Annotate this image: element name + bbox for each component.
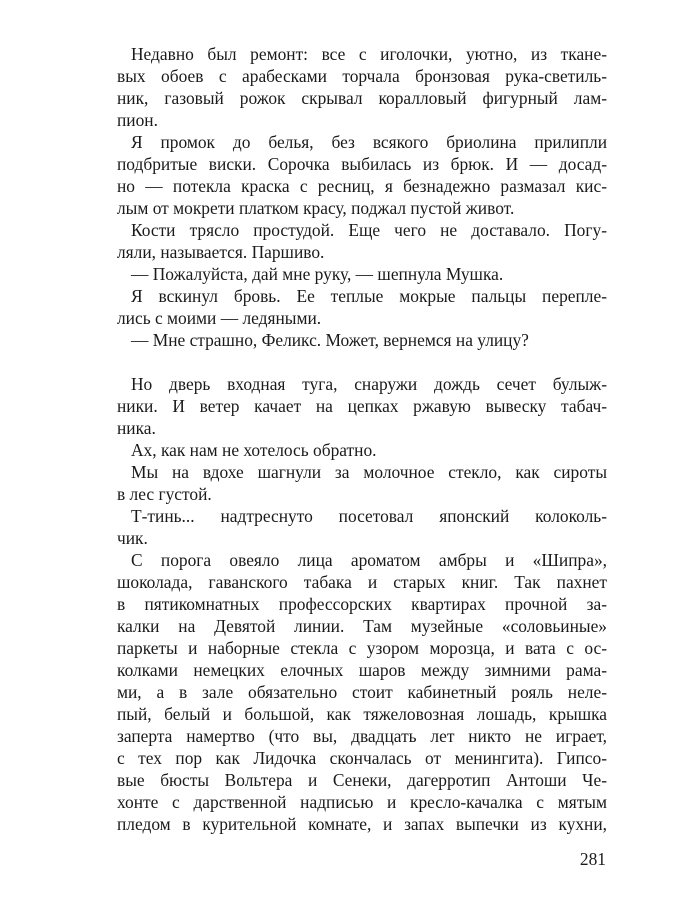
text-line: шоколада, гаванского табака и старых книг. Так пахнет xyxy=(117,572,607,592)
text-line: ляли, называется. Паршиво. xyxy=(117,242,325,262)
text-line: Кости трясло простудой. Еще чего не доставало. Погу- xyxy=(131,220,607,240)
text-line: чик. xyxy=(117,528,148,548)
text-line: пый, белый и большой, как тяжеловозная лошадь, крышка xyxy=(117,704,607,724)
text-line: колками немецких елочных шаров между зимними рама- xyxy=(117,660,607,680)
text-line: ник, газовый рожок скрывал коралловый фигурный лам- xyxy=(117,88,607,108)
text-line: пледом в курительной комнате, и запах выпечки из кухни, xyxy=(117,814,607,834)
text-line: Ах, как нам не хотелось обратно. xyxy=(131,440,377,460)
text-line: Но дверь входная туга, снаружи дождь сечет булыж- xyxy=(131,374,607,394)
text-line: Мы на вдохе шагнули за молочное стекло, как сироты xyxy=(131,462,607,482)
text-line: ники. И ветер качает на цепках ржавую вывеску табач- xyxy=(117,396,607,416)
text-line: Т-тинь... надтреснуто посетовал японский колоколь- xyxy=(131,506,607,526)
page-number: 281 xyxy=(579,849,606,869)
text-line: хонте с дарственной надписью и кресло-качалка с мятым xyxy=(117,792,607,812)
text-line: лись с моими — ледяными. xyxy=(117,308,322,328)
text-line: лым от мокрети платком красу, поджал пустой живот. xyxy=(117,198,515,218)
text-line: паркеты и наборные стекла с узором морозца, и вата с ос- xyxy=(117,638,607,658)
text-line: калки на Девятой линии. Там музейные «соловьиные» xyxy=(117,616,607,636)
text-line: подбритые виски. Сорочка выбилась из брюк. И — досад- xyxy=(117,154,607,174)
text-line: Недавно был ремонт: все с иголочки, уютно, из ткане- xyxy=(131,44,607,64)
text-line: С порога овеяло лица ароматом амбры и «Шипра», xyxy=(131,550,607,570)
text-line: вых обоев с арабесками торчала бронзовая рука-светиль- xyxy=(117,66,607,86)
text-line: Я промок до белья, без всякого бриолина прилипли xyxy=(131,132,607,152)
text-line: — Пожалуйста, дай мне руку, — шепнула Мушка. xyxy=(131,264,504,284)
text-line: с тех пор как Лидочка скончалась от менингита). Гипсо- xyxy=(117,748,607,768)
text-line: в лес густой. xyxy=(117,484,212,504)
text-line: но — потекла краска с ресниц, я безнадежно размазал кис- xyxy=(117,176,607,196)
text-line: ника. xyxy=(117,418,156,438)
text-line: в пятикомнатных профессорских квартирах прочной за- xyxy=(117,594,607,614)
text-line: вые бюсты Вольтера и Сенеки, дагерротип Антоши Че- xyxy=(117,770,607,790)
text-line: Я вскинул бровь. Ее теплые мокрые пальцы перепле- xyxy=(131,286,607,306)
blank-line xyxy=(117,351,607,373)
text-line: — Мне страшно, Феликс. Может, вернемся на улицу? xyxy=(131,330,529,350)
body-text xyxy=(117,43,607,835)
text-line: пион. xyxy=(117,110,158,130)
text-line: ми, а в зале обязательно стоит кабинетный рояль неле- xyxy=(117,682,607,702)
text-line: заперта намертво (что вы, двадцать лет никто не играет, xyxy=(117,726,607,746)
